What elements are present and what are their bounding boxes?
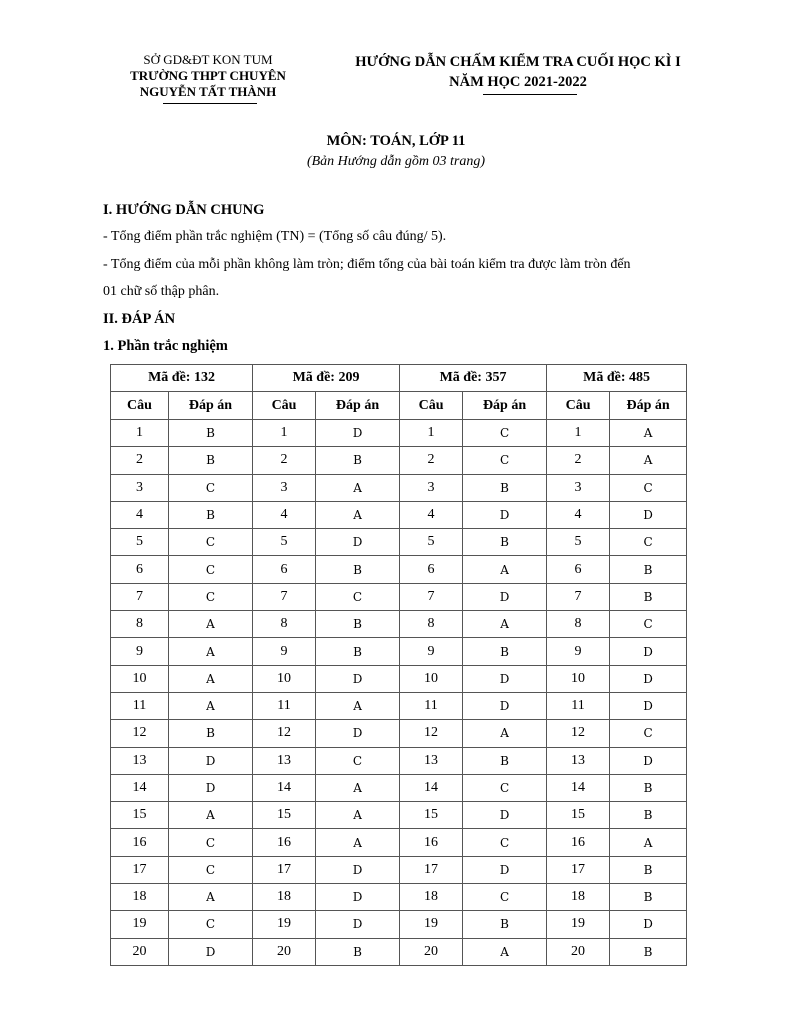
answer-cell: D: [316, 665, 400, 692]
table-row: [111, 501, 687, 528]
question-number: 8: [111, 611, 169, 638]
part-multiple-choice-title: 1. Phần trắc nghiệm: [103, 338, 228, 354]
answer-cell: C: [463, 829, 547, 856]
question-number: 3: [547, 474, 610, 501]
answer-cell: A: [169, 692, 253, 719]
table-row: [111, 611, 687, 638]
answer-cell: D: [463, 583, 547, 610]
question-number: 19: [547, 911, 610, 938]
question-number: 9: [400, 638, 463, 665]
exam-code-209: Mã đề: 209: [253, 365, 400, 392]
department-name: SỞ GD&ĐT KON TUM: [143, 52, 273, 67]
col-question: Câu: [111, 392, 169, 420]
question-number: 11: [253, 692, 316, 719]
table-row: [111, 529, 687, 556]
question-number: 13: [400, 747, 463, 774]
answer-cell: A: [169, 611, 253, 638]
answer-cell: A: [316, 501, 400, 528]
answer-cell: D: [316, 856, 400, 883]
table-row: [111, 747, 687, 774]
question-number: 6: [253, 556, 316, 583]
question-number: 19: [111, 911, 169, 938]
school-year: NĂM HỌC 2021-2022: [449, 74, 587, 90]
subject-title: MÔN: TOÁN, LỚP 11: [326, 133, 466, 149]
question-number: 13: [253, 747, 316, 774]
question-number: 4: [400, 501, 463, 528]
question-number: 10: [253, 665, 316, 692]
answer-cell: B: [316, 556, 400, 583]
question-number: 3: [400, 474, 463, 501]
question-number: 8: [400, 611, 463, 638]
answer-cell: D: [316, 911, 400, 938]
subject-note: (Bản Hướng dẫn gồm 03 trang): [306, 154, 486, 169]
question-number: 11: [547, 692, 610, 719]
table-row: [111, 774, 687, 801]
answer-cell: D: [169, 774, 253, 801]
school-name-line2: NGUYỄN TẤT THÀNH: [139, 84, 277, 99]
answer-cell: B: [169, 447, 253, 474]
answer-cell: C: [169, 829, 253, 856]
answer-cell: B: [610, 884, 687, 911]
table-row: [111, 720, 687, 747]
question-number: 15: [400, 802, 463, 829]
col-question: Câu: [253, 392, 316, 420]
answer-cell: C: [169, 474, 253, 501]
general-line-3: 01 chữ số thập phân.: [103, 284, 220, 299]
answer-cell: C: [316, 583, 400, 610]
question-number: 15: [111, 802, 169, 829]
answer-cell: C: [463, 447, 547, 474]
answer-cell: B: [169, 420, 253, 447]
table-row: [111, 856, 687, 883]
answer-cell: D: [463, 802, 547, 829]
question-number: 15: [547, 802, 610, 829]
exam-code-485: Mã đề: 485: [547, 365, 687, 392]
answer-cell: A: [169, 665, 253, 692]
question-number: 1: [253, 420, 316, 447]
answer-table: [110, 364, 687, 966]
answer-cell: D: [610, 501, 687, 528]
question-number: 14: [111, 774, 169, 801]
answer-table-body: [111, 420, 687, 966]
question-number: 6: [111, 556, 169, 583]
section-general-title: I. HƯỚNG DẪN CHUNG: [103, 202, 265, 218]
answer-cell: B: [463, 911, 547, 938]
question-number: 12: [547, 720, 610, 747]
header-right-rule: [483, 94, 577, 95]
question-number: 11: [111, 692, 169, 719]
question-number: 8: [253, 611, 316, 638]
table-row: [111, 420, 687, 447]
answer-cell: D: [610, 638, 687, 665]
table-row: [111, 938, 687, 965]
table-row: [111, 692, 687, 719]
question-number: 9: [547, 638, 610, 665]
answer-cell: C: [610, 529, 687, 556]
question-number: 2: [111, 447, 169, 474]
answer-cell: D: [463, 692, 547, 719]
answer-cell: C: [316, 747, 400, 774]
col-question: Câu: [547, 392, 610, 420]
question-number: 10: [111, 665, 169, 692]
answer-cell: B: [463, 747, 547, 774]
answer-cell: C: [169, 556, 253, 583]
answer-cell: D: [463, 665, 547, 692]
question-number: 17: [547, 856, 610, 883]
answer-cell: B: [316, 447, 400, 474]
answer-cell: B: [169, 501, 253, 528]
table-row: [111, 638, 687, 665]
question-number: 17: [400, 856, 463, 883]
answer-cell: C: [169, 911, 253, 938]
question-number: 16: [253, 829, 316, 856]
answer-cell: C: [169, 529, 253, 556]
question-number: 10: [547, 665, 610, 692]
answer-cell: B: [463, 474, 547, 501]
question-number: 19: [253, 911, 316, 938]
answer-cell: A: [169, 802, 253, 829]
table-row: [111, 474, 687, 501]
exam-code-357: Mã đề: 357: [400, 365, 547, 392]
answer-cell: B: [316, 938, 400, 965]
answer-cell: B: [610, 856, 687, 883]
exam-code-132: Mã đề: 132: [111, 365, 253, 392]
question-number: 4: [547, 501, 610, 528]
col-question: Câu: [400, 392, 463, 420]
question-number: 20: [400, 938, 463, 965]
answer-cell: C: [610, 474, 687, 501]
answer-cell: D: [610, 692, 687, 719]
question-number: 2: [400, 447, 463, 474]
answer-cell: A: [316, 829, 400, 856]
header-left-rule: [163, 103, 257, 104]
answer-cell: C: [463, 774, 547, 801]
col-answer: Đáp án: [316, 392, 400, 420]
answer-cell: A: [463, 611, 547, 638]
answer-cell: A: [463, 556, 547, 583]
answer-cell: D: [463, 501, 547, 528]
table-row: [111, 583, 687, 610]
answer-cell: B: [610, 802, 687, 829]
school-name-line1: TRƯỜNG THPT CHUYÊN: [130, 68, 286, 83]
answer-cell: A: [610, 420, 687, 447]
answer-cell: D: [610, 911, 687, 938]
answer-cell: B: [463, 529, 547, 556]
answer-cell: A: [463, 720, 547, 747]
question-number: 5: [400, 529, 463, 556]
answer-cell: B: [610, 938, 687, 965]
header-left: [100, 52, 316, 100]
question-number: 10: [400, 665, 463, 692]
question-number: 16: [400, 829, 463, 856]
answer-cell: A: [610, 447, 687, 474]
answer-cell: B: [610, 774, 687, 801]
question-number: 11: [400, 692, 463, 719]
answer-cell: B: [316, 638, 400, 665]
question-number: 5: [111, 529, 169, 556]
document-title: HƯỚNG DẪN CHẤM KIỂM TRA CUỐI HỌC KÌ I: [355, 54, 681, 70]
answer-cell: C: [169, 583, 253, 610]
answer-cell: B: [463, 638, 547, 665]
answer-cell: B: [610, 556, 687, 583]
question-number: 12: [400, 720, 463, 747]
answer-cell: D: [316, 529, 400, 556]
answer-cell: A: [169, 638, 253, 665]
question-number: 20: [547, 938, 610, 965]
question-number: 1: [547, 420, 610, 447]
question-number: 2: [253, 447, 316, 474]
question-number: 14: [400, 774, 463, 801]
answer-cell: C: [463, 420, 547, 447]
question-number: 7: [547, 583, 610, 610]
question-number: 19: [400, 911, 463, 938]
question-number: 4: [111, 501, 169, 528]
answer-cell: D: [316, 420, 400, 447]
answer-cell: D: [610, 665, 687, 692]
answer-cell: A: [463, 938, 547, 965]
answer-cell: A: [316, 692, 400, 719]
question-number: 16: [547, 829, 610, 856]
question-number: 12: [111, 720, 169, 747]
table-row: [111, 556, 687, 583]
question-number: 20: [253, 938, 316, 965]
question-number: 3: [253, 474, 316, 501]
question-number: 6: [400, 556, 463, 583]
answer-cell: D: [316, 720, 400, 747]
header-right: [330, 52, 706, 92]
answer-cell: C: [610, 720, 687, 747]
question-number: 16: [111, 829, 169, 856]
question-number: 9: [111, 638, 169, 665]
answer-cell: A: [610, 829, 687, 856]
answer-cell: A: [169, 884, 253, 911]
answer-cell: D: [169, 747, 253, 774]
question-number: 1: [400, 420, 463, 447]
question-number: 18: [400, 884, 463, 911]
answer-cell: B: [610, 583, 687, 610]
col-answer: Đáp án: [169, 392, 253, 420]
answer-cell: C: [610, 611, 687, 638]
question-number: 17: [253, 856, 316, 883]
answer-cell: C: [463, 884, 547, 911]
general-line-1: - Tổng điểm phần trắc nghiệm (TN) = (Tổng số câu đúng/ 5).: [103, 229, 447, 244]
question-number: 6: [547, 556, 610, 583]
question-number: 18: [253, 884, 316, 911]
question-number: 5: [253, 529, 316, 556]
col-answer: Đáp án: [610, 392, 687, 420]
answer-cell: B: [169, 720, 253, 747]
question-number: 12: [253, 720, 316, 747]
table-row: [111, 447, 687, 474]
question-number: 20: [111, 938, 169, 965]
question-number: 18: [547, 884, 610, 911]
answer-cell: D: [463, 856, 547, 883]
answer-cell: B: [316, 611, 400, 638]
table-row: [111, 665, 687, 692]
answer-cell: A: [316, 802, 400, 829]
question-number: 13: [111, 747, 169, 774]
table-row: [111, 802, 687, 829]
answer-cell: D: [610, 747, 687, 774]
answer-cell: C: [169, 856, 253, 883]
answer-cell: A: [316, 774, 400, 801]
question-number: 15: [253, 802, 316, 829]
question-number: 13: [547, 747, 610, 774]
answer-cell: D: [316, 884, 400, 911]
section-answers-title: II. ĐÁP ÁN: [103, 311, 176, 327]
question-number: 5: [547, 529, 610, 556]
question-number: 4: [253, 501, 316, 528]
col-answer: Đáp án: [463, 392, 547, 420]
question-number: 14: [253, 774, 316, 801]
question-number: 17: [111, 856, 169, 883]
answer-cell: A: [316, 474, 400, 501]
question-number: 8: [547, 611, 610, 638]
question-number: 7: [111, 583, 169, 610]
question-number: 14: [547, 774, 610, 801]
answer-cell: D: [169, 938, 253, 965]
question-number: 2: [547, 447, 610, 474]
table-row: [111, 829, 687, 856]
question-number: 7: [253, 583, 316, 610]
question-number: 1: [111, 420, 169, 447]
question-number: 3: [111, 474, 169, 501]
table-row: [111, 884, 687, 911]
question-number: 9: [253, 638, 316, 665]
question-number: 18: [111, 884, 169, 911]
general-line-2: - Tổng điểm của mỗi phần không làm tròn; điểm tổng của bài toán kiểm tra được làm tròn đến: [103, 257, 631, 272]
table-row: [111, 911, 687, 938]
question-number: 7: [400, 583, 463, 610]
